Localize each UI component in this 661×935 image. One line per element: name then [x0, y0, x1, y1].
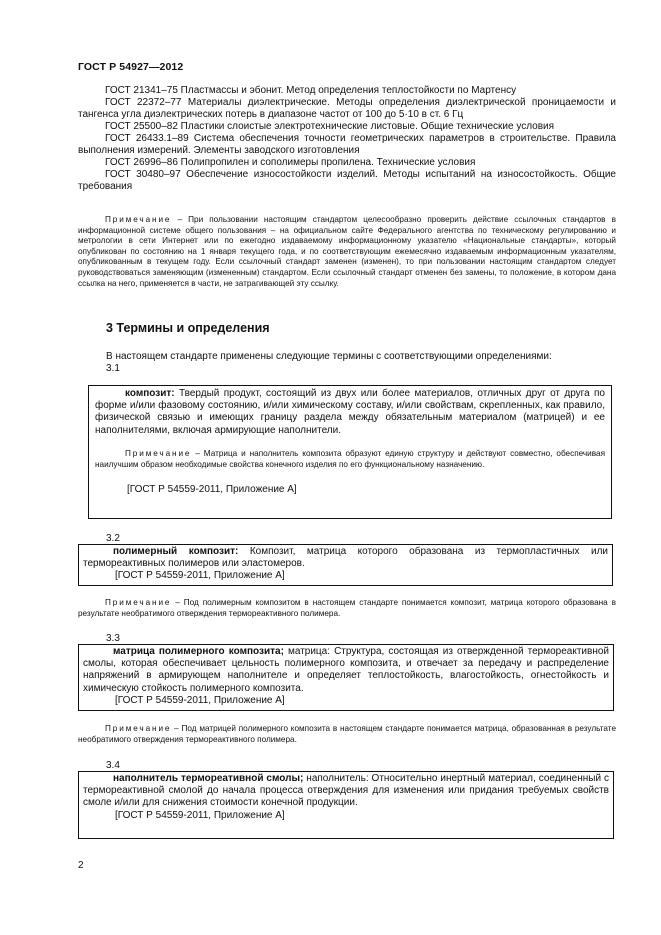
term-name: полимерный композит:: [113, 546, 239, 557]
term-definition: [83, 646, 609, 695]
note-label: Примечание: [125, 448, 192, 458]
note-label: Примечание: [105, 724, 172, 733]
term-name: композит:: [125, 388, 175, 399]
term-box-matrix: [78, 644, 614, 711]
section-title: 3 Термины и определения: [106, 321, 270, 335]
term-box-polymer-composite: [78, 544, 613, 586]
term-source: [ГОСТ Р 54559-2011, Приложение А]: [115, 694, 285, 706]
term-text: наполнитель: Относительно инертный материал, соединенный с термореактивной смолой до начала процесса отверждения для изменения или придания требуемых свойств смоле и/или для снижения стоимости конечной продукции.: [83, 773, 609, 809]
term-number: 3.1: [106, 363, 120, 374]
note-text: – Под матрицей полимерного композита в настоящем стандарте понимается матрица, образованная в результате необратимого отверждения термореактивного полимера.: [78, 724, 616, 744]
normative-references-list: [78, 85, 616, 193]
term-name: наполнитель термореативной смолы;: [113, 773, 304, 784]
term-number: 3.4: [106, 760, 120, 771]
term-note: [78, 598, 616, 620]
reference-item: ГОСТ 30480–97 Обеспечение износостойкости изделий. Методы испытаний на износостойкость. Общие требования: [78, 169, 616, 192]
note-text: – При пользовании настоящим стандартом целесообразно проверить действие ссылочных стандартов в информационной системе общего пользования – на официальном сайте Федерального агентства по техническому регулированию и метрологии в сети Интернет или по ежегодно издаваемому информационному указателю «Национальные стандарты», который опубликован по состоянию на 1 января текущего года, и по соответствующим ежемесячно издаваемым информационным указателям, опубликованным в текущем году. Если ссылочный стандарт заменен (изменен), то при пользовании настоящим стандартом следует руководствоваться заменяющим (измененным) стандартом. Если ссылочный стандарт отменен без замены, то положение, в котором дана ссылка на него, применяется в части, не затрагивающей эту ссылку.: [78, 215, 616, 288]
document-header: ГОСТ Р 54927—2012: [78, 61, 184, 73]
term-box-filler: [78, 771, 614, 839]
term-note: [95, 449, 605, 471]
term-name: матрица полимерного композита;: [113, 646, 284, 657]
term-source: [ГОСТ Р 54559-2011, Приложение А]: [127, 484, 297, 496]
term-note: [78, 724, 616, 746]
note-label: Примечание: [105, 215, 172, 224]
term-text: Твердый продукт, состоящий из двух или более материалов, отличных друг от друга по форме и/или фазовому состоянию, и/или химическому составу, и/или свойствам, скрепленных, как правило, физической связью и имеющих границу раздела между обязательным материалом (матрицей) и ее наполнителями, включая армирующие наполнители.: [95, 388, 605, 436]
references-note: [78, 215, 616, 289]
term-source: [ГОСТ Р 54559-2011, Приложение А]: [115, 809, 285, 821]
term-source: [ГОСТ Р 54559-2011, Приложение А]: [115, 570, 285, 582]
term-definition: [83, 773, 609, 810]
term-text: матрица: Структура, состоящая из отвержденной термореактивной смолы, которая обеспечивает цельность полимерного композита, и отвечает за передачу и распределение напряжений в армирующем наполнителе и определяет теплостойкость, влагостойкость, огнестойкость и химическую стойкость полимерного композита.: [83, 646, 609, 694]
term-definition: [83, 546, 608, 570]
reference-item: ГОСТ 26996–86 Полипропилен и сополимеры пропилена. Технические условия: [105, 156, 476, 168]
reference-item: ГОСТ 25500–82 Пластики слоистые электротехнические листовые. Общие технические условия: [105, 120, 555, 132]
term-text: Композит, матрица которого образована из термопластичных или термореактивных полимеров или эластомеров.: [83, 546, 608, 570]
reference-item: ГОСТ 21341–75 Пластмассы и эбонит. Метод определения теплостойкости по Мартенсу: [105, 85, 517, 96]
term-box-composite: [88, 385, 612, 519]
note-text: – Под полимерным композитом в настоящем стандарте понимается композит, матрица которого образована в результате необратимого отверждения термореактивного полимера.: [78, 598, 616, 618]
term-definition: [95, 388, 605, 437]
reference-item: ГОСТ 26433.1–89 Система обеспечения точности геометрических параметров в строительстве. Правила выполнения измерений. Элементы заводского изготовления: [78, 133, 616, 156]
term-number: 3.2: [106, 533, 120, 544]
term-number: 3.3: [106, 633, 120, 644]
note-label: Примечание: [105, 598, 172, 607]
reference-item: ГОСТ 22372–77 Материалы диэлектрические. Методы определения диэлектрической проницаемости и тангенса угла диэлектрических потерь в диапазоне частот от 100 до 5·10 в ст. 6 Гц: [78, 97, 616, 120]
note-text: – Матрица и наполнитель композита образуют единую структуру и действуют совместно, обеспечивая наилучшим образом необходимые свойства конечного изделия по его функциональному назначению.: [95, 448, 605, 469]
page-number: 2: [78, 860, 84, 871]
section-intro: В настоящем стандарте применены следующие термины с соответствующими определениями:: [106, 351, 552, 362]
